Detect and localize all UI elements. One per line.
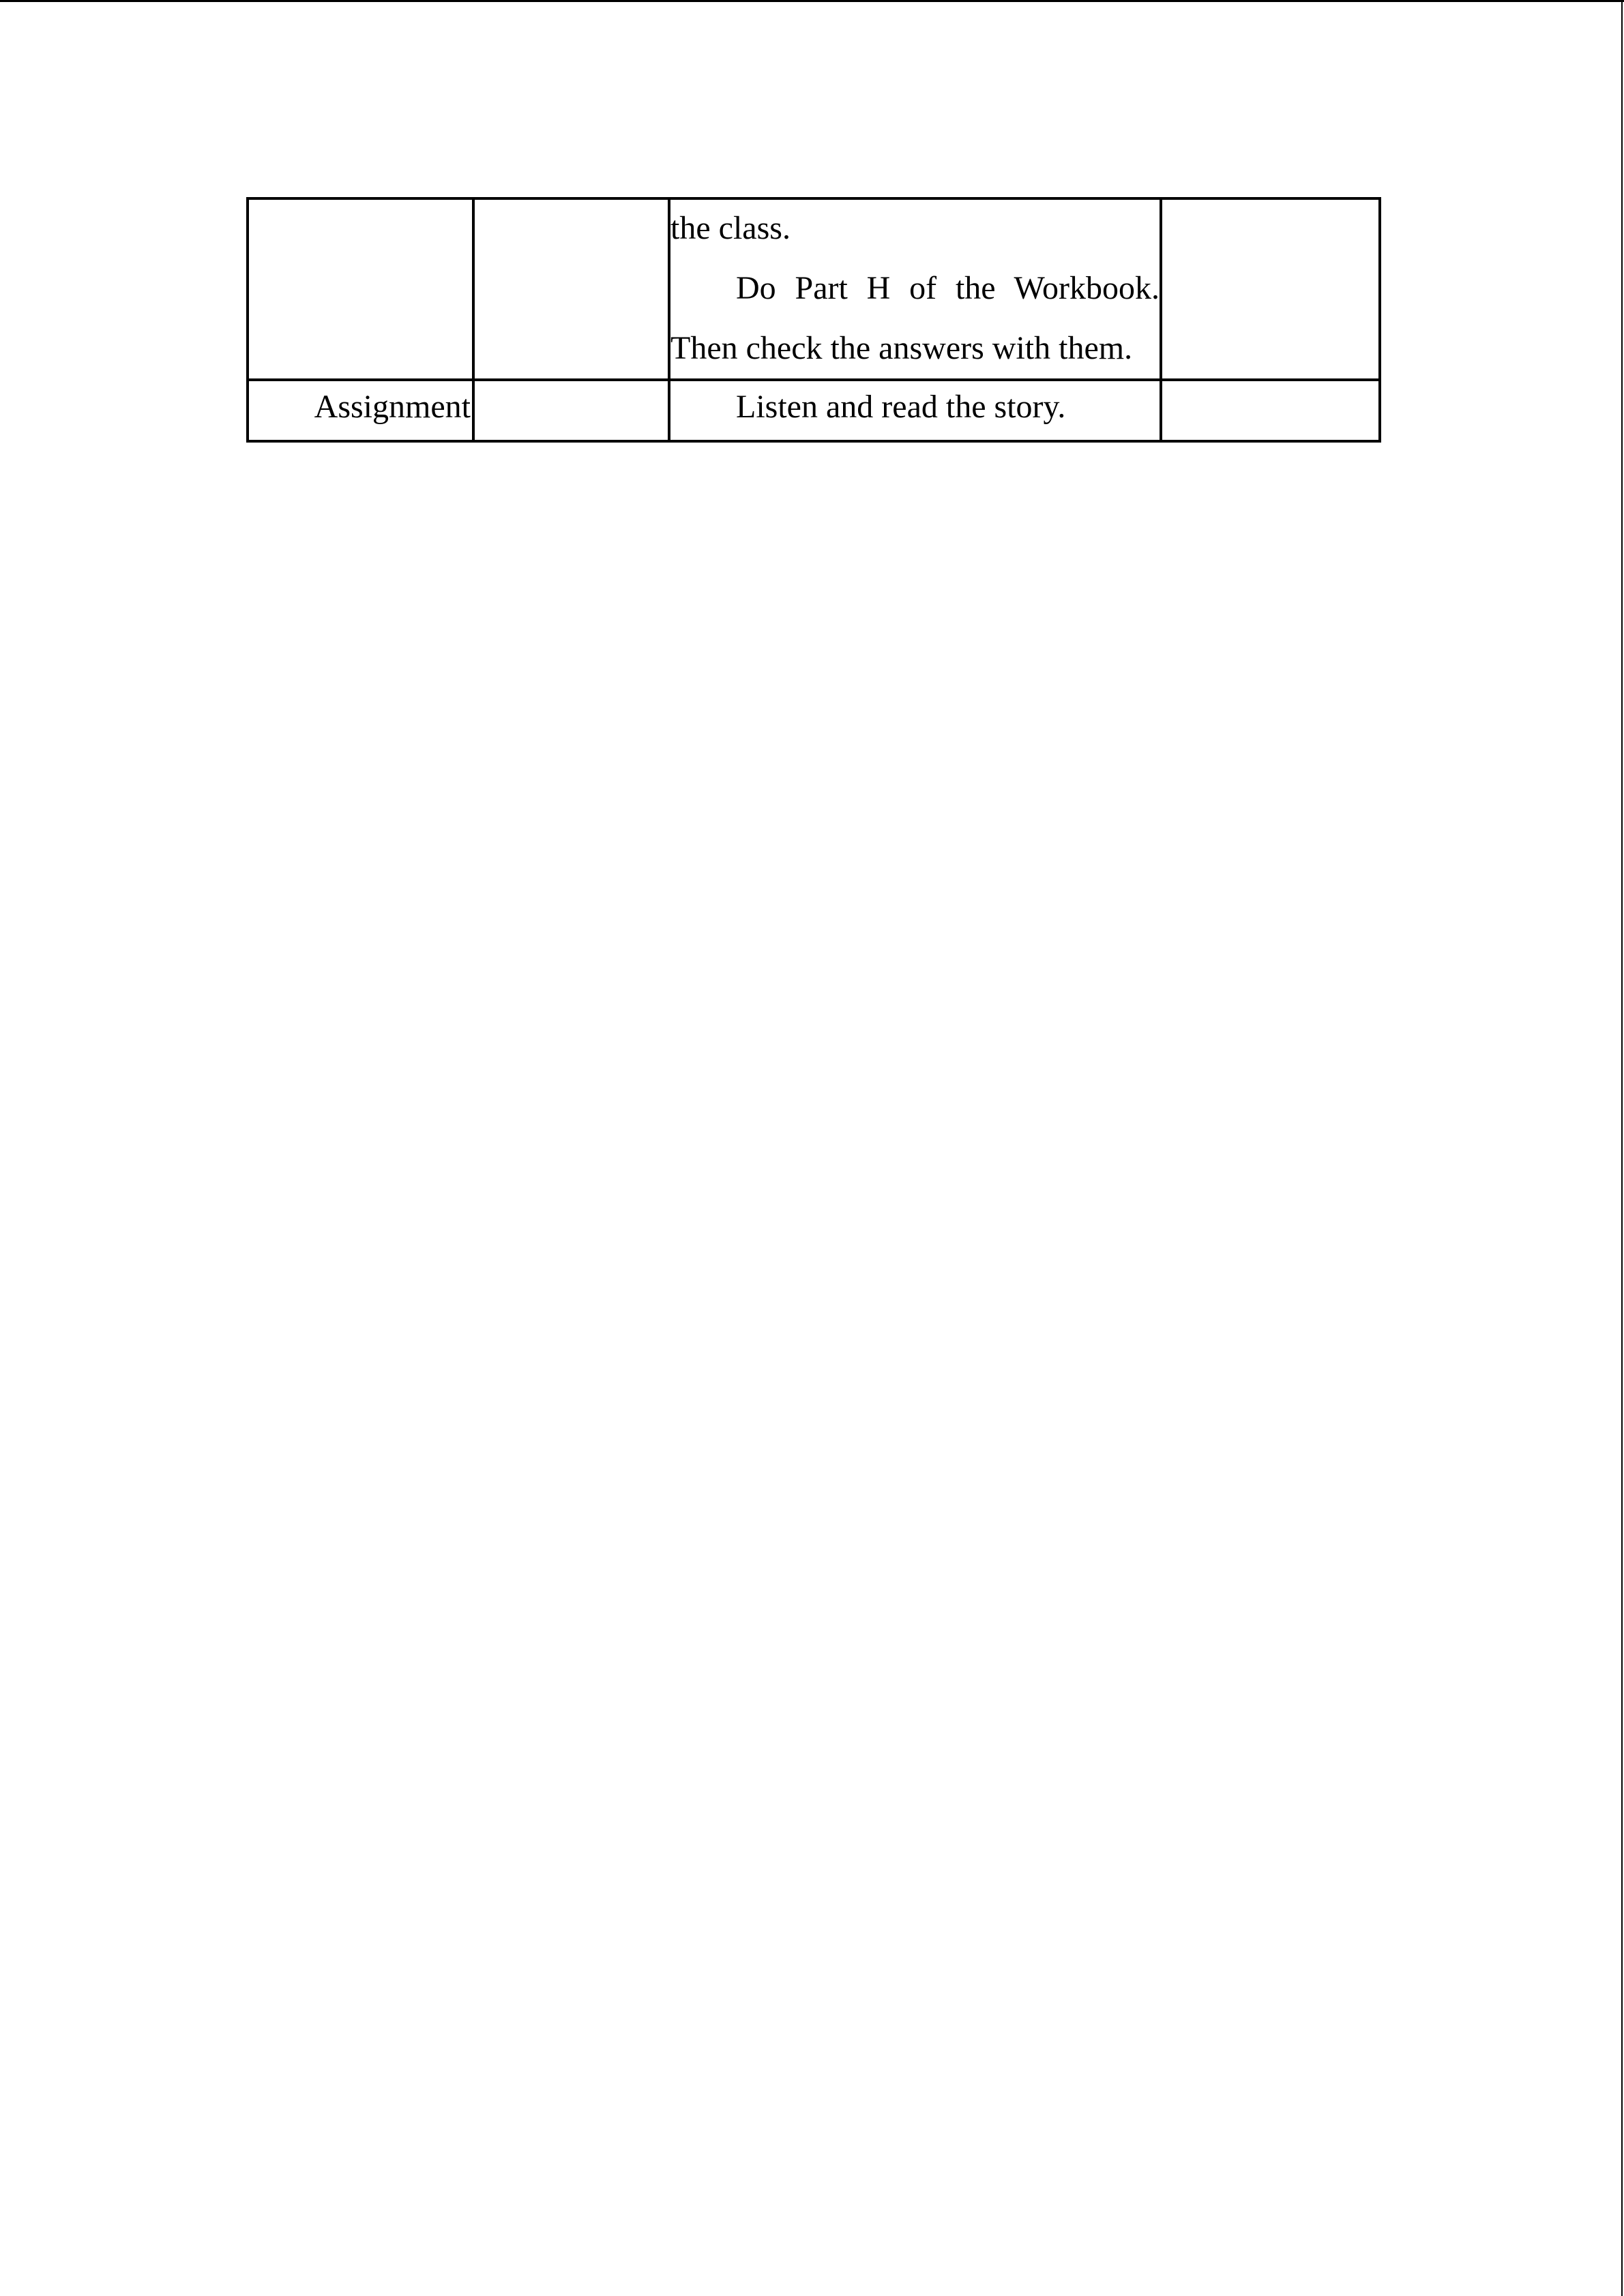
table-row [248,198,1380,380]
notes-cell [1161,380,1380,441]
activity-text-line: Then check the answers with them. [670,330,1133,366]
step-cell [248,198,473,380]
assignment-text: Listen and read the story. [736,389,1066,425]
activity-cell [669,198,1161,380]
activity-cell [669,380,1161,441]
table-row [248,380,1380,441]
lesson-plan-table [246,197,1381,443]
page-right-border [1621,0,1623,2296]
content-cell [473,198,669,380]
activity-text-line: the class. [670,210,791,246]
step-cell [248,380,473,441]
notes-cell [1161,198,1380,380]
activity-text-line: Do Part H of the Workbook. [736,270,1160,306]
content-cell [473,380,669,441]
assignment-label: Assignment [314,389,471,425]
page-top-border [0,0,1624,2]
